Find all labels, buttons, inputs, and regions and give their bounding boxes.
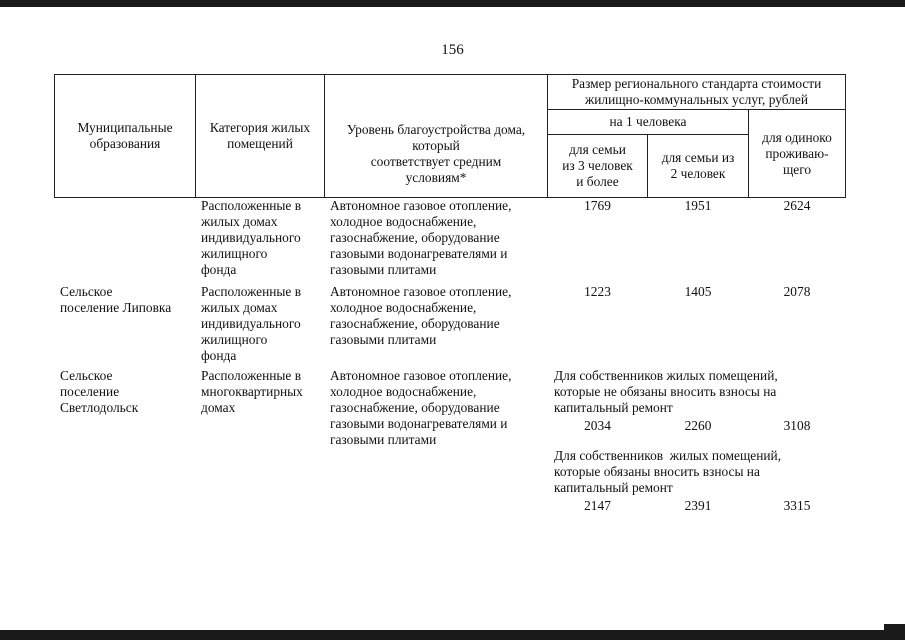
row3-category-line: многоквартирных bbox=[201, 384, 303, 399]
row3-note-not-obliged bbox=[554, 368, 844, 416]
row2-category-line: Расположенные в bbox=[201, 284, 302, 299]
row2-municipality bbox=[60, 284, 196, 316]
row3-b-value-family3: 2147 bbox=[584, 498, 611, 513]
header-single-line: проживаю- bbox=[765, 145, 829, 161]
row1-category-line: жилых домах bbox=[201, 214, 278, 229]
corner-mark bbox=[884, 624, 905, 630]
header-single-line: для одиноко bbox=[762, 129, 832, 145]
row1-level-line: газовыми плитами bbox=[330, 262, 437, 277]
row3-a-value-single: 3108 bbox=[783, 418, 811, 433]
row3-level-line: холодное водоснабжение, bbox=[330, 384, 477, 399]
vline-right bbox=[845, 74, 846, 198]
header-municipality bbox=[55, 75, 195, 197]
row2-value-family2: 1405 bbox=[684, 284, 712, 299]
header-family3-line: из 3 человек bbox=[562, 158, 633, 173]
header-family3 bbox=[548, 135, 647, 197]
row2-category bbox=[201, 284, 325, 364]
row3-municipality-line: Сельское bbox=[60, 368, 113, 383]
row2-level-line: газоснабжение, оборудование bbox=[330, 316, 500, 331]
row1-level-line: газоснабжение, оборудование bbox=[330, 230, 500, 245]
row1-category-line: индивидуального bbox=[201, 230, 301, 245]
row1-category-line: жилищного bbox=[201, 246, 268, 261]
row2-category-line: фонда bbox=[201, 348, 237, 363]
row2-level-line: газовыми плитами bbox=[330, 332, 437, 347]
row3-municipality-line: поселение bbox=[60, 384, 120, 399]
row2-category-line: жилищного bbox=[201, 332, 268, 347]
header-level bbox=[325, 110, 547, 197]
header-category-line: Категория жилых bbox=[209, 120, 311, 135]
row3-level-line: газоснабжение, оборудование bbox=[330, 400, 500, 415]
row1-level-line: Автономное газовое отопление, bbox=[330, 198, 512, 213]
row1-level-line: холодное водоснабжение, bbox=[330, 214, 477, 229]
header-single bbox=[749, 110, 845, 197]
header-level-line: соответствует средним bbox=[370, 153, 502, 169]
row3-municipality bbox=[60, 368, 196, 416]
row2-municipality-line: поселение Липовка bbox=[60, 300, 172, 315]
row1-category-line: Расположенные в bbox=[201, 198, 302, 213]
row3-note1-line: Для собственников жилых помещений, bbox=[554, 368, 778, 383]
row3-level-line: газовыми водонагревателями и bbox=[330, 416, 508, 431]
row1-category bbox=[201, 198, 325, 278]
header-level-line: Уровень благоустройства дома, bbox=[346, 121, 526, 137]
row3-note2-line: Для собственников жилых помещений, bbox=[554, 448, 782, 463]
row3-municipality-line: Светлодольск bbox=[60, 400, 139, 415]
row3-note2-line: которые обязаны вносить взносы на bbox=[554, 464, 760, 479]
row2-level-line: Автономное газовое отопление, bbox=[330, 284, 512, 299]
row3-b-value-single: 3315 bbox=[783, 498, 811, 513]
row2-level bbox=[330, 284, 550, 348]
row1-value-family2: 1951 bbox=[684, 198, 712, 213]
row1-level-line: газовыми водонагревателями и bbox=[330, 246, 508, 261]
header-family2-line: для семьи из bbox=[661, 150, 735, 165]
row2-category-line: жилых домах bbox=[201, 300, 278, 315]
header-per-person: на 1 человека bbox=[609, 114, 687, 129]
row3-level-line: газовыми плитами bbox=[330, 432, 437, 447]
row3-level-line: Автономное газовое отопление, bbox=[330, 368, 512, 383]
row3-note1-line: капитальный ремонт bbox=[554, 400, 673, 415]
row3-category bbox=[201, 368, 325, 416]
bottom-border-bar bbox=[0, 630, 905, 640]
header-single-line: щего bbox=[782, 161, 812, 177]
row2-category-line: индивидуального bbox=[201, 316, 301, 331]
row3-category-line: домах bbox=[201, 400, 236, 415]
row3-level bbox=[330, 368, 550, 448]
row3-category-line: Расположенные в bbox=[201, 368, 302, 383]
row2-level-line: холодное водоснабжение, bbox=[330, 300, 477, 315]
row1-level bbox=[330, 198, 550, 278]
row2-value-single: 2078 bbox=[783, 284, 811, 299]
row3-note1-line: которые не обязаны вносить взносы на bbox=[554, 384, 777, 399]
row3-b-value-family2: 2391 bbox=[684, 498, 712, 513]
row3-note-obliged bbox=[554, 448, 844, 496]
header-category-line: помещений bbox=[227, 136, 293, 151]
row1-value-single: 2624 bbox=[783, 198, 811, 213]
row2-value-family3: 1223 bbox=[584, 284, 611, 299]
row1-value-family3: 1769 bbox=[584, 198, 611, 213]
header-size-line: жилищно-коммунальных услуг, рублей bbox=[584, 92, 809, 107]
header-size-line: Размер регионального стандарта стоимости bbox=[571, 76, 822, 91]
header-family3-line: для семьи bbox=[569, 142, 626, 157]
page-number: 156 bbox=[441, 42, 464, 58]
header-municipality-line: образования bbox=[89, 136, 161, 151]
header-family2-line: 2 человек bbox=[670, 166, 726, 181]
row2-municipality-line: Сельское bbox=[60, 284, 113, 299]
header-level-line: условиям* bbox=[405, 169, 467, 185]
row3-a-value-family2: 2260 bbox=[684, 418, 712, 433]
row3-a-value-family3: 2034 bbox=[584, 418, 611, 433]
header-size-group bbox=[548, 75, 845, 109]
header-family2 bbox=[648, 135, 748, 197]
header-municipality-line: Муниципальные bbox=[77, 120, 173, 135]
header-level-line: который bbox=[412, 137, 460, 153]
row3-note2-line: капитальный ремонт bbox=[554, 480, 673, 495]
top-border-bar bbox=[0, 0, 905, 7]
header-family3-line: и более bbox=[576, 174, 619, 189]
header-category bbox=[196, 75, 324, 197]
row1-category-line: фонда bbox=[201, 262, 237, 277]
